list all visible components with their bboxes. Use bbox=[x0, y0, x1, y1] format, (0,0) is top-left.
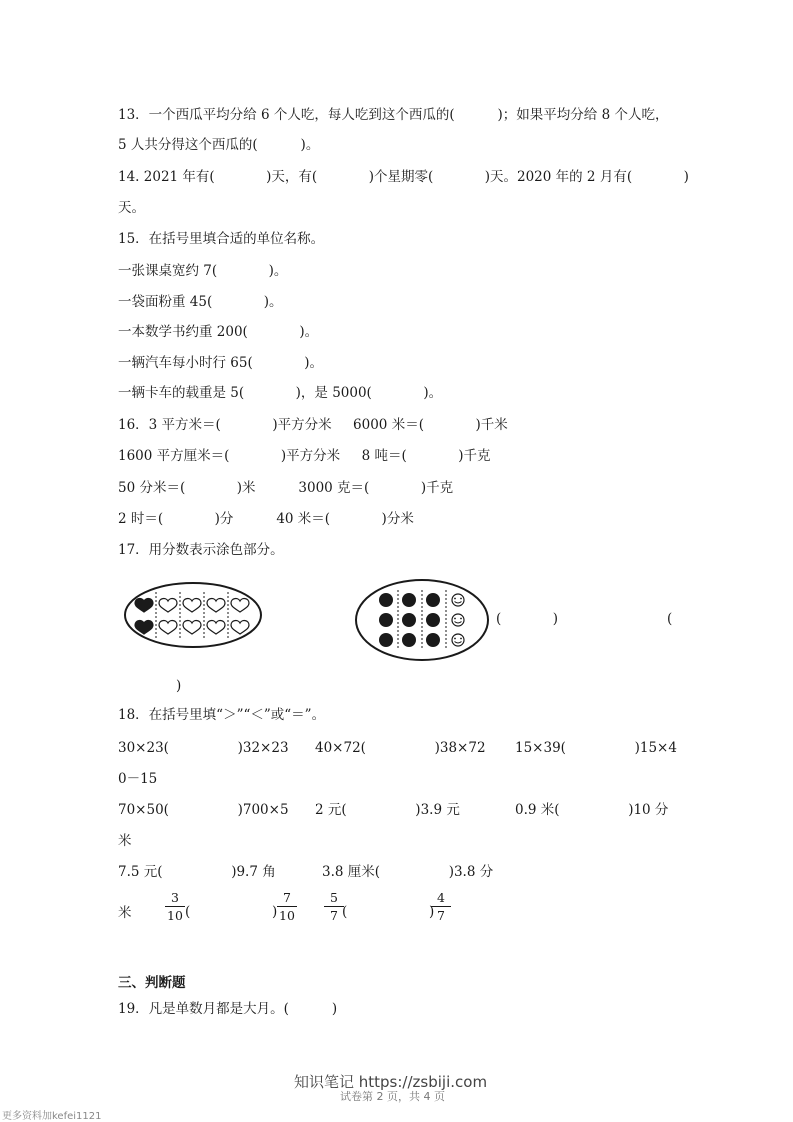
fraction-numerator: 4 bbox=[437, 890, 445, 905]
q14-line1: 14. 2021 年有( )天，有( )个星期零( )天。2020 年的 2 月有( ) bbox=[118, 169, 689, 185]
q18-r2: 0－15 bbox=[118, 771, 158, 787]
q15-item-c: 一本数学书约重 200( )。 bbox=[118, 324, 319, 340]
heart-empty bbox=[231, 621, 249, 634]
q15-heading: 15．在括号里填合适的单位名称。 bbox=[118, 231, 325, 247]
dot-shaded bbox=[426, 633, 440, 647]
q18-paren-open-2[interactable]: ( bbox=[342, 904, 348, 920]
q13-line2: 5 人共分得这个西瓜的( )。 bbox=[118, 137, 320, 153]
q18-heading: 18．在括号里填“＞”“＜”或“＝”。 bbox=[118, 707, 326, 723]
q18-fraction-3 bbox=[324, 890, 344, 923]
q15-item-b: 一袋面粉重 45( )。 bbox=[118, 294, 283, 310]
q18-paren-close-2[interactable]: ) bbox=[429, 904, 435, 920]
watermark-text: 知识笔记 https://zsbiji.com bbox=[294, 1073, 488, 1091]
q17-answer-close-paren-2[interactable]: ) bbox=[176, 678, 182, 694]
q18-r1-c1: 30×23( )32×23 bbox=[118, 740, 289, 756]
q18-fraction-4 bbox=[431, 890, 451, 923]
q18-r6: 米 bbox=[118, 905, 132, 921]
dot-shaded bbox=[379, 613, 393, 627]
page-number: 试卷第 2 页，共 4 页 bbox=[340, 1090, 445, 1103]
heart-empty bbox=[207, 621, 225, 634]
smiley-icon bbox=[452, 634, 464, 646]
q17-figure-left bbox=[122, 580, 264, 650]
q16-row4: 2 时＝( )分 40 米＝( )分米 bbox=[118, 511, 414, 527]
fraction-denominator: 7 bbox=[437, 908, 445, 923]
q14-line2: 天。 bbox=[118, 200, 145, 216]
q15-item-a: 一张课桌宽约 7( )。 bbox=[118, 263, 288, 279]
q17-answer-blank-1[interactable]: ( ) bbox=[496, 611, 559, 627]
q17-heading: 17．用分数表示涂色部分。 bbox=[118, 542, 284, 558]
q15-item-d: 一辆汽车每小时行 65( )。 bbox=[118, 355, 323, 371]
heart-empty bbox=[183, 621, 201, 634]
dot-shaded bbox=[402, 593, 416, 607]
q18-r3-c3: 0.9 米( )10 分 bbox=[515, 802, 669, 818]
smiley-icon bbox=[452, 614, 464, 626]
q17-figure-right bbox=[352, 576, 492, 664]
fraction-denominator: 7 bbox=[330, 908, 338, 923]
dot-shaded bbox=[402, 613, 416, 627]
q15-item-e: 一辆卡车的载重是 5( )，是 5000( )。 bbox=[118, 385, 443, 401]
heart-empty bbox=[231, 599, 249, 612]
fraction-numerator: 5 bbox=[330, 890, 338, 905]
fraction-denominator: 10 bbox=[279, 908, 295, 923]
q18-r5-c2: 3.8 厘米( )3.8 分 bbox=[322, 864, 494, 880]
heart-empty bbox=[159, 599, 177, 612]
dot-shaded bbox=[426, 613, 440, 627]
heart-empty bbox=[183, 599, 201, 612]
q18-r1-c3: 15×39( )15×4 bbox=[515, 740, 677, 756]
fraction-numerator: 3 bbox=[171, 890, 179, 905]
smiley-icon bbox=[452, 594, 464, 606]
q18-r5-c1: 7.5 元( )9.7 角 bbox=[118, 864, 276, 880]
q18-r3-c1: 70×50( )700×5 bbox=[118, 802, 289, 818]
heart-shaded bbox=[135, 621, 153, 634]
heart-empty bbox=[159, 621, 177, 634]
heart-empty bbox=[207, 599, 225, 612]
dot-shaded bbox=[379, 633, 393, 647]
q19-line: 19．凡是单数月都是大月。( ) bbox=[118, 1001, 338, 1017]
fraction-denominator: 10 bbox=[167, 908, 183, 923]
q13-line1: 13．一个西瓜平均分给 6 个人吃，每人吃到这个西瓜的( )；如果平均分给 8 个人吃， bbox=[118, 107, 669, 123]
heart-shaded bbox=[135, 599, 153, 612]
q17-answer-open-paren-2[interactable]: ( bbox=[667, 611, 673, 627]
q16-row2: 1600 平方厘米＝( )平方分米 8 吨＝( )千克 bbox=[118, 448, 491, 464]
dot-shaded bbox=[379, 593, 393, 607]
q16-row3: 50 分米＝( )米 3000 克＝( )千克 bbox=[118, 480, 454, 496]
q18-paren-open-1[interactable]: ( bbox=[185, 904, 191, 920]
q18-r1-c2: 40×72( )38×72 bbox=[315, 740, 486, 756]
q18-paren-close-1[interactable]: ) bbox=[272, 904, 278, 920]
q16-row1: 16．3 平方米＝( )平方分米 6000 米＝( )千米 bbox=[118, 417, 508, 433]
section-3-heading: 三、判断题 bbox=[118, 975, 186, 991]
q18-r3-c2: 2 元( )3.9 元 bbox=[315, 802, 460, 818]
dot-shaded bbox=[426, 593, 440, 607]
q18-fraction-2 bbox=[277, 890, 297, 923]
dot-shaded bbox=[402, 633, 416, 647]
q18-r4: 米 bbox=[118, 833, 132, 849]
side-note: 更多资料加kefei1121 bbox=[2, 1111, 102, 1122]
fraction-numerator: 7 bbox=[283, 890, 291, 905]
q18-fraction-1 bbox=[165, 890, 185, 923]
